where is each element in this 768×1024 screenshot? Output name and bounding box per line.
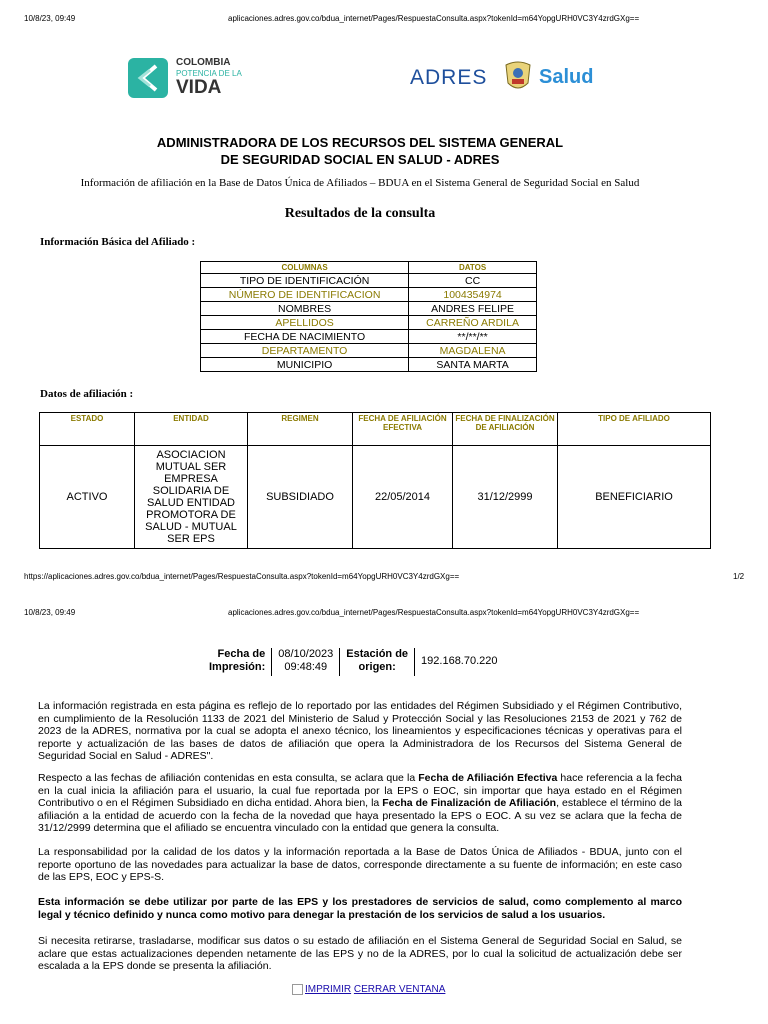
- title-line-2: DE SEGURIDAD SOCIAL EN SALUD - ADRES: [220, 152, 500, 167]
- table-row: [201, 330, 537, 344]
- fecha-impresion-label: [203, 648, 271, 676]
- table-header-row: [201, 262, 537, 274]
- table-header: ESTADO: [40, 413, 135, 446]
- label-line: Impresión:: [209, 661, 266, 673]
- page-number: 1/2: [733, 572, 745, 581]
- regimen-cell: SUBSIDIADO: [248, 446, 353, 549]
- table-header: FECHA DE AFILIACIÓN EFECTIVA: [353, 413, 453, 446]
- potencia-text: POTENCIA DE LA: [176, 69, 242, 78]
- table-row: [201, 316, 537, 330]
- print-url: aplicaciones.adres.gov.co/bdua_internet/Pages/RespuestaConsulta.aspx?tokenId=m64YopgURH0VC3Y4zrdGXg==: [228, 14, 640, 23]
- affiliation-label: Datos de afiliación :: [40, 388, 134, 400]
- disclaimer-paragraph-2: [38, 772, 682, 835]
- vida-text: VIDA: [176, 77, 222, 98]
- print-link[interactable]: IMPRIMIR: [305, 984, 352, 996]
- disclaimer-paragraph-3: La responsabilidad por la calidad de los datos y la información reportada a la Base de Datos Única de Afiliados - BDUA, junto con el reporte oportuno de las novedades para actualizar la base de datos, corresponde directamente a su fuente de información; en este caso de las EPS, EOC y EPS-S.: [38, 846, 682, 883]
- estado-cell: ACTIVO: [40, 446, 135, 549]
- table-header: ENTIDAD: [135, 413, 248, 446]
- salud-text: Salud: [539, 66, 594, 88]
- table-header: TIPO DE AFILIADO: [558, 413, 711, 446]
- field-name: APELLIDOS: [201, 316, 409, 330]
- tipo-afiliado-cell: BENEFICIARIO: [558, 446, 711, 549]
- table-row: [201, 302, 537, 316]
- field-name: MUNICIPIO: [201, 358, 409, 372]
- disclaimer-paragraph-5: Si necesita retirarse, trasladarse, modificar sus datos o su estado de afiliación en el Sistema General de Seguridad Social en Salud, se aclare que estas actualizaciones dependen netamente de las EPS y no de la ADRES, por lo cual la solicitud de actualización debe ser escalada a la EPS donde se presenta la afiliación.: [38, 935, 682, 972]
- value-line: 08/10/2023: [278, 648, 334, 660]
- table-header: FECHA DE FINALIZACIÓN DE AFILIACIÓN: [453, 413, 558, 446]
- field-value: CARREÑO ARDILA: [409, 316, 537, 330]
- close-window-link[interactable]: CERRAR VENTANA: [353, 984, 446, 996]
- footer-url: https://aplicaciones.adres.gov.co/bdua_internet/Pages/RespuestaConsulta.aspx?tokenId=m64YopgURH0VC3Y4zrdGXg==: [24, 572, 460, 581]
- table-row: [201, 358, 537, 372]
- field-value: 1004354974: [409, 288, 537, 302]
- colombia-wave-icon: [128, 58, 168, 98]
- label-line: origen:: [358, 661, 396, 673]
- field-name: NÚMERO DE IDENTIFICACION: [201, 288, 409, 302]
- field-value: ANDRES FELIPE: [409, 302, 537, 316]
- field-name: TIPO DE IDENTIFICACIÓN: [201, 274, 409, 288]
- field-value: MAGDALENA: [409, 344, 537, 358]
- fecha-finalizacion-cell: 31/12/2999: [453, 446, 558, 549]
- page-title: [0, 134, 720, 168]
- colombia-text: COLOMBIA: [176, 57, 231, 68]
- bold-term: Fecha de Afiliación Efectiva: [418, 772, 558, 784]
- label-line: Estación de: [346, 648, 409, 660]
- title-line-1: ADMINISTRADORA DE LOS RECURSOS DEL SISTEMA GENERAL: [156, 135, 564, 150]
- fecha-impresion-value: [272, 648, 339, 676]
- field-name: DEPARTAMENTO: [201, 344, 409, 358]
- entidad-cell: ASOCIACION MUTUAL SER EMPRESA SOLIDARIA DE SALUD ENTIDAD PROMOTORA DE SALUD - MUTUAL SER EPS: [135, 446, 248, 549]
- field-name: NOMBRES: [201, 302, 409, 316]
- colombia-potencia-logo: [128, 57, 248, 99]
- table-row: [201, 344, 537, 358]
- table-header: DATOS: [409, 262, 537, 274]
- print-info: [203, 648, 504, 676]
- field-value: **/**/**: [409, 330, 537, 344]
- table-header-row: [40, 413, 711, 446]
- table-header: REGIMEN: [248, 413, 353, 446]
- affiliation-table: [39, 412, 711, 549]
- print-datetime: 10/8/23, 09:49: [24, 608, 76, 617]
- table-header: COLUMNAS: [201, 262, 409, 274]
- fecha-afiliacion-cell: 22/05/2014: [353, 446, 453, 549]
- estacion-value: 192.168.70.220: [421, 655, 498, 667]
- disclaimer-paragraph-1: La información registrada en esta página es reflejo de lo reportado por las entidades del Régimen Subsidiado y el Régimen Contributivo, en cumplimiento de la Resolución 1133 de 2021 del Ministerio de Salud y Protección Social y las Resoluciones 2153 de 2021 y 762 de 2023 de la ADRES, normativa por la cual se adopta el anexo técnico, los lineamientos y especificaciones técnicas y operativas para el reporte y actualización de las bases de datos de afiliación que opera la Administradora de los Recursos del Sistema General de Seguridad Social en Salud - ADRES".: [38, 700, 682, 762]
- disclaimer-paragraph-4: Esta información se debe utilizar por parte de las EPS y los prestadores de servicios de salud, como complemento al marco legal y técnico definido y nunca como motivo para denegar la prestación de los servicios de salud a los usuarios.: [38, 896, 682, 921]
- field-value: SANTA MARTA: [409, 358, 537, 372]
- field-value: CC: [409, 274, 537, 288]
- table-row: [201, 274, 537, 288]
- field-name: FECHA DE NACIMIENTO: [201, 330, 409, 344]
- label-line: Fecha de: [217, 648, 266, 660]
- table-row: [40, 446, 711, 549]
- basic-info-table: [200, 261, 537, 372]
- text-segment: hace referencia a la fecha en la cual inicia la afiliación para el usuario, la cual fue reportada por la EPS o EOC, sin importar que haya estado en el Régimen Contributivo o en el Régimen Subsidiado en dicha entidad. Ahora bien, la: [38, 772, 683, 809]
- table-row: [201, 288, 537, 302]
- print-datetime: 10/8/23, 09:49: [24, 14, 76, 23]
- value-line: 09:48:49: [284, 661, 328, 673]
- adres-text: ADRES: [410, 66, 488, 89]
- bold-term: Fecha de Finalización de Afiliación: [382, 797, 557, 809]
- estacion-label: [340, 648, 414, 676]
- text-segment: , establece el término de la afiliación a la entidad de acuerdo con la fecha de la novedad que haya presentado la EPS o EOC. A su vez se aclara que la fecha de 31/12/2999 determina que el afiliado se encuentra vinculado con la entidad que genera la consulta.: [38, 797, 682, 834]
- basic-info-label: Información Básica del Afiliado :: [40, 236, 196, 248]
- action-links: [292, 984, 445, 995]
- coat-of-arms-icon: [502, 59, 534, 95]
- print-url: aplicaciones.adres.gov.co/bdua_internet/Pages/RespuestaConsulta.aspx?tokenId=m64YopgURH0VC3Y4zrdGXg==: [228, 608, 640, 617]
- text-segment: Respecto a las fechas de afiliación contenidas en esta consulta, se aclara que la: [38, 772, 419, 784]
- broken-image-icon: [292, 984, 303, 995]
- adres-logo: [410, 58, 600, 98]
- page-subtitle: Información de afiliación en la Base de Datos Única de Afiliados – BDUA en el Sistema General de Seguridad Social en Salud: [80, 177, 640, 189]
- results-heading: Resultados de la consulta: [284, 206, 436, 221]
